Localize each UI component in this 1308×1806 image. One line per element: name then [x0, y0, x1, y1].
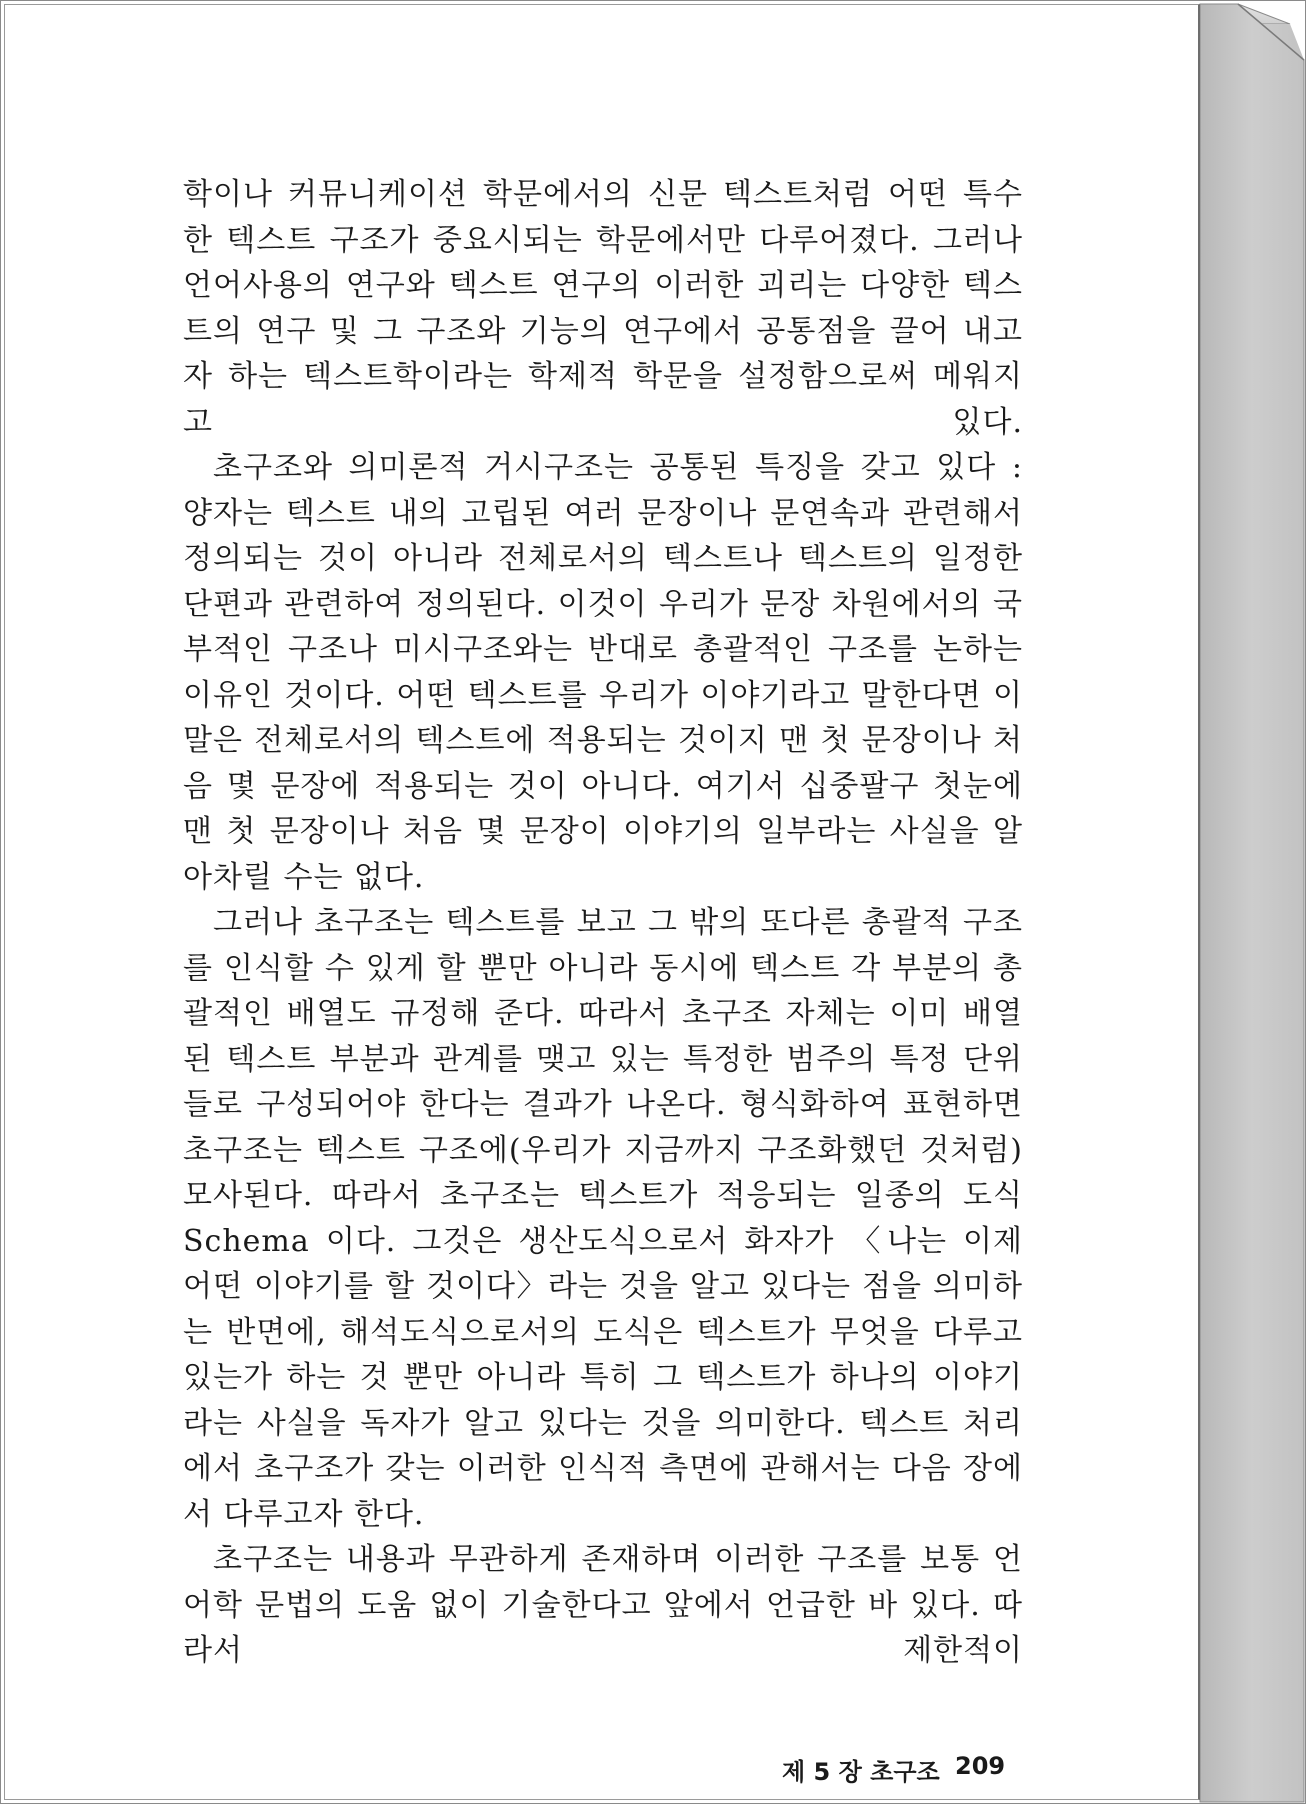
paragraph-3: 그러나 초구조는 텍스트를 보고 그 밖의 또다른 총괄적 구조를 인식할 수 있게 할 뿐만 아니라 동시에 텍스트 각 부분의 총괄적인 배열도 규정해 준다. 따라서 초구조 자체는 이미 배열된 텍스트 부분과 관계를 맺고 있는 특정한 범주의 특정 단위들로 구성되어야 한다는 결과가 나온다. 형식화하여 표현하면 초구조는 텍스트 구조에(우리가 지금까지 구조화했던 것처럼) 모사된다. 따라서 초구조는 텍스트가 적응되는 일종의 도식 Schema 이다. 그것은 생산도식으로서 화자가 〈나는 이제 어떤 이야기를 할 것이다〉라는 것을 알고 있다는 점을 의미하는 반면에, 해석도식으로서의 도식은 텍스트가 무엇을 다루고 있는가 하는 것 뿐만 아니라 특히 그 텍스트가 하나의 이야기라는 사실을 독자가 알고 있다는 것을 의미한다. 텍스트 처리에서 초구조가 갖는 이러한 인식적 측면에 관해서는 다음 장에서 다루고자 한다.: [183, 905, 1023, 1532]
paragraph-1: 학이나 커뮤니케이션 학문에서의 신문 텍스트처럼 어떤 특수한 텍스트 구조가 중요시되는 학문에서만 다루어졌다. 그러나 언어사용의 연구와 텍스트 연구의 이러한 괴리는 다양한 텍스트의 연구 및 그 구조와 기능의 연구에서 공통점을 끌어 내고자 하는 텍스트학이라는 학제적 학문을 설정함으로써 메워지고 있다.: [183, 177, 1023, 440]
page-number: 209: [955, 1752, 1006, 1780]
page-body-text: [183, 172, 1023, 1674]
running-footer-chapter: 제 5 장 초구조: [782, 1758, 940, 1786]
paragraph-4: 초구조는 내용과 무관하게 존재하며 이러한 구조를 보통 언어학 문법의 도움 없이 기술한다고 앞에서 언급한 바 있다. 따라서 제한적이: [183, 1542, 1023, 1668]
paragraph-2: 초구조와 의미론적 거시구조는 공통된 특징을 갖고 있다 : 양자는 텍스트 내의 고립된 여러 문장이나 문연속과 관련해서 정의되는 것이 아니라 전체로서의 텍스트나 텍스트의 일정한 단편과 관련하여 정의된다. 이것이 우리가 문장 차원에서의 국부적인 구조나 미시구조와는 반대로 총괄적인 구조를 논하는 이유인 것이다. 어떤 텍스트를 우리가 이야기라고 말한다면 이 말은 전체로서의 텍스트에 적용되는 것이지 맨 첫 문장이나 처음 몇 문장에 적용되는 것이 아니다. 여기서 십중팔구 첫눈에 맨 첫 문장이나 처음 몇 문장이 이야기의 일부라는 사실을 알아차릴 수는 없다.: [183, 450, 1023, 895]
